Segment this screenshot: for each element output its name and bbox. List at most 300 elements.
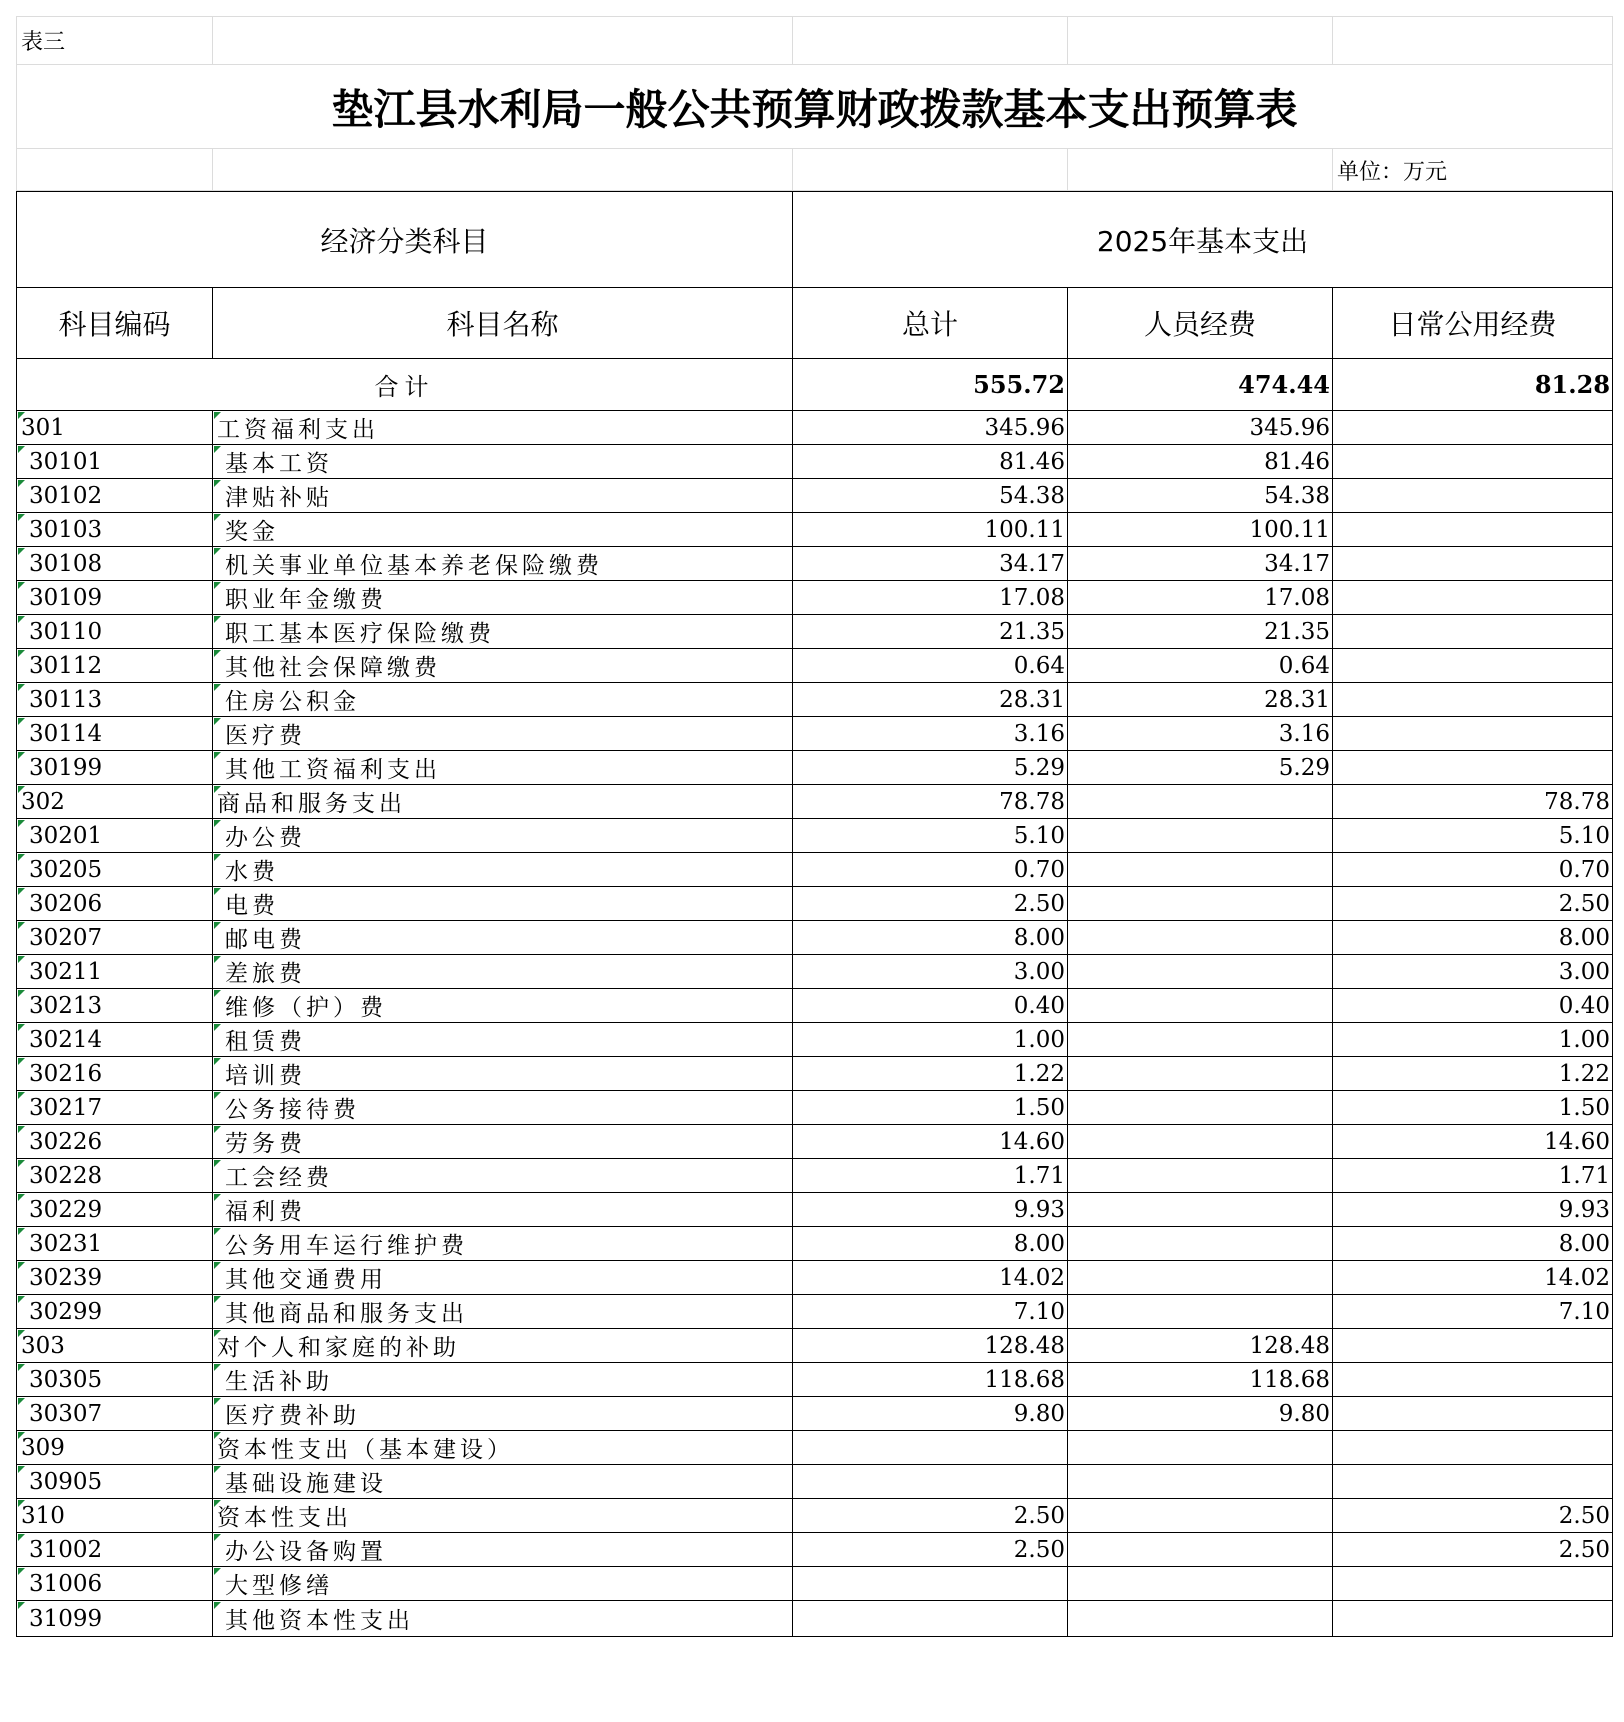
header-economic-class[interactable]: 经济分类科目 [17,192,793,288]
account-name-cell[interactable] [213,1431,793,1465]
text-format-marker-icon [18,1466,25,1473]
account-code-cell[interactable] [17,1499,213,1533]
public-cell[interactable] [1333,411,1613,445]
page-title[interactable]: 垫江县水利局一般公共预算财政拨款基本支出预算表 [17,65,1613,149]
account-name-cell[interactable] [213,445,793,479]
public-cell[interactable] [1333,1363,1613,1397]
personnel-value: 34.17 [1264,550,1331,577]
account-code-cell[interactable] [17,683,213,717]
account-name-cell[interactable] [213,1091,793,1125]
account-name-value: 奖金 [225,519,279,545]
personnel-cell[interactable] [1068,1125,1333,1159]
text-format-marker-icon [18,480,25,487]
account-code-value: 301 [21,414,65,441]
public-cell[interactable] [1333,819,1613,853]
account-code-value: 30114 [29,720,103,747]
account-code-cell[interactable] [17,1261,213,1295]
header-basic-expenditure[interactable]: 2025年基本支出 [793,192,1613,288]
total-cell[interactable] [793,921,1068,955]
personnel-cell[interactable] [1068,921,1333,955]
personnel-cell[interactable] [1068,1159,1333,1193]
account-code-cell[interactable] [17,445,213,479]
public-value: 1.50 [1558,1094,1611,1121]
total-value: 5.10 [1013,822,1066,849]
account-name-cell[interactable] [213,921,793,955]
public-value: 78.78 [1544,788,1611,815]
account-name-cell[interactable] [213,411,793,445]
empty-cell[interactable] [1068,149,1333,191]
table-row [17,1431,1613,1465]
table-row [17,1227,1613,1261]
total-cell[interactable] [793,1329,1068,1363]
account-code-cell[interactable] [17,921,213,955]
public-cell[interactable] [1333,1295,1613,1329]
account-name-cell[interactable] [213,581,793,615]
total-cell[interactable] [793,615,1068,649]
account-code-cell[interactable] [17,649,213,683]
public-cell[interactable] [1333,1159,1613,1193]
account-name-cell[interactable] [213,1329,793,1363]
personnel-cell[interactable] [1068,1465,1333,1499]
public-value: 1.00 [1558,1026,1611,1053]
table-row [17,649,1613,683]
total-cell[interactable] [793,479,1068,513]
public-cell[interactable] [1333,547,1613,581]
total-cell[interactable] [793,683,1068,717]
account-code-value: 303 [21,1332,65,1359]
account-name-cell[interactable] [213,1601,793,1637]
personnel-cell[interactable] [1068,1057,1333,1091]
total-cell[interactable] [793,955,1068,989]
header-public[interactable]: 日常公用经费 [1333,288,1613,359]
account-code-cell[interactable] [17,581,213,615]
total-cell[interactable] [793,445,1068,479]
public-cell[interactable] [1333,921,1613,955]
total-value: 17.08 [999,584,1066,611]
account-code-cell[interactable] [17,615,213,649]
personnel-cell[interactable] [1068,1567,1333,1601]
public-cell[interactable] [1333,1601,1613,1637]
header-total[interactable]: 总计 [793,288,1068,359]
account-name-cell[interactable] [213,513,793,547]
text-format-marker-icon [214,1160,221,1167]
total-cell[interactable] [793,547,1068,581]
account-name-value: 工资福利支出 [217,417,379,443]
public-value: 1.71 [1558,1162,1611,1189]
table-row [17,887,1613,921]
public-value: 0.70 [1558,856,1611,883]
account-code-cell[interactable] [17,887,213,921]
personnel-cell[interactable] [1068,717,1333,751]
public-cell[interactable] [1333,853,1613,887]
public-cell[interactable] [1333,1499,1613,1533]
personnel-cell[interactable] [1068,445,1333,479]
personnel-cell[interactable] [1068,1397,1333,1431]
public-cell[interactable] [1333,615,1613,649]
account-name-cell[interactable] [213,989,793,1023]
header-personnel[interactable]: 人员经费 [1068,288,1333,359]
account-code-value: 30113 [29,686,103,713]
total-cell[interactable] [793,1295,1068,1329]
account-name-cell[interactable] [213,1465,793,1499]
public-value: 7.10 [1558,1298,1611,1325]
account-code-cell[interactable] [17,1227,213,1261]
text-format-marker-icon [214,1228,221,1235]
total-value: 21.35 [999,618,1066,645]
account-code-value: 30211 [29,958,103,985]
public-cell[interactable] [1333,1261,1613,1295]
personnel-cell[interactable] [1068,1295,1333,1329]
total-personnel[interactable]: 474.44 [1068,359,1333,411]
text-format-marker-icon [214,446,221,453]
personnel-cell[interactable] [1068,1023,1333,1057]
account-code-cell[interactable] [17,479,213,513]
personnel-cell[interactable] [1068,615,1333,649]
text-format-marker-icon [18,1602,25,1609]
public-cell[interactable] [1333,1329,1613,1363]
account-name-cell[interactable] [213,649,793,683]
personnel-value: 21.35 [1264,618,1331,645]
account-code-cell[interactable] [17,1601,213,1637]
account-code-value: 31099 [29,1605,103,1632]
account-name-cell[interactable] [213,683,793,717]
account-name-cell[interactable] [213,1295,793,1329]
total-cell[interactable] [793,887,1068,921]
public-cell[interactable] [1333,989,1613,1023]
account-code-value: 31006 [29,1570,103,1597]
total-value: 9.93 [1013,1196,1066,1223]
public-value: 8.00 [1558,1230,1611,1257]
total-cell[interactable] [793,989,1068,1023]
account-name-cell[interactable] [213,1125,793,1159]
account-code-value: 30239 [29,1264,103,1291]
text-format-marker-icon [214,786,221,793]
total-cell[interactable] [793,1601,1068,1637]
personnel-cell[interactable] [1068,581,1333,615]
header-name[interactable]: 科目名称 [213,288,793,359]
account-name-value: 职业年金缴费 [225,587,387,613]
public-cell[interactable] [1333,649,1613,683]
account-code-cell[interactable] [17,1193,213,1227]
total-cell[interactable] [793,1023,1068,1057]
empty-cell[interactable] [793,17,1068,65]
text-format-marker-icon [18,1330,25,1337]
account-name-cell[interactable] [213,479,793,513]
account-code-cell[interactable] [17,1465,213,1499]
public-cell[interactable] [1333,1533,1613,1567]
text-format-marker-icon [18,1228,25,1235]
public-cell[interactable] [1333,785,1613,819]
text-format-marker-icon [18,548,25,555]
text-format-marker-icon [18,1296,25,1303]
account-name-cell[interactable] [213,819,793,853]
personnel-cell[interactable] [1068,1227,1333,1261]
text-format-marker-icon [214,582,221,589]
text-format-marker-icon [18,616,25,623]
total-cell[interactable] [793,785,1068,819]
public-value: 14.60 [1544,1128,1611,1155]
personnel-cell[interactable] [1068,785,1333,819]
total-cell[interactable] [793,1125,1068,1159]
account-code-value: 30206 [29,890,103,917]
total-cell[interactable] [793,1397,1068,1431]
account-code-value: 30305 [29,1366,103,1393]
total-value: 14.02 [999,1264,1066,1291]
text-format-marker-icon [18,820,25,827]
total-cell[interactable] [793,819,1068,853]
account-name-cell[interactable] [213,717,793,751]
account-code-cell[interactable] [17,989,213,1023]
public-cell[interactable] [1333,513,1613,547]
personnel-cell[interactable] [1068,1363,1333,1397]
total-value: 3.00 [1013,958,1066,985]
personnel-value: 81.46 [1264,448,1331,475]
text-format-marker-icon [214,480,221,487]
total-cell[interactable] [793,1193,1068,1227]
account-name-cell[interactable] [213,1261,793,1295]
account-name-cell[interactable] [213,1363,793,1397]
account-code-value: 30905 [29,1468,103,1495]
personnel-cell[interactable] [1068,887,1333,921]
text-format-marker-icon [214,1568,221,1575]
text-format-marker-icon [18,990,25,997]
public-cell[interactable] [1333,479,1613,513]
public-cell[interactable] [1333,1193,1613,1227]
personnel-cell[interactable] [1068,751,1333,785]
text-format-marker-icon [214,412,221,419]
account-code-cell[interactable] [17,819,213,853]
public-cell[interactable] [1333,1091,1613,1125]
text-format-marker-icon [18,412,25,419]
table-row [17,1329,1613,1363]
text-format-marker-icon [18,854,25,861]
empty-cell[interactable] [213,149,793,191]
text-format-marker-icon [18,1024,25,1031]
empty-cell[interactable] [1068,17,1333,65]
account-code-cell[interactable] [17,853,213,887]
personnel-cell[interactable] [1068,411,1333,445]
text-format-marker-icon [214,514,221,521]
public-cell[interactable] [1333,1465,1613,1499]
account-code-cell[interactable] [17,547,213,581]
public-cell[interactable] [1333,1397,1613,1431]
account-code-cell[interactable] [17,1431,213,1465]
empty-cell[interactable] [793,149,1068,191]
text-format-marker-icon [214,1466,221,1473]
personnel-cell[interactable] [1068,1601,1333,1637]
total-cell[interactable] [793,649,1068,683]
text-format-marker-icon [214,1194,221,1201]
personnel-cell[interactable] [1068,989,1333,1023]
public-cell[interactable] [1333,683,1613,717]
public-value: 3.00 [1558,958,1611,985]
account-name-value: 其他商品和服务支出 [225,1301,468,1327]
total-public[interactable]: 81.28 [1333,359,1613,411]
account-code-cell[interactable] [17,1533,213,1567]
account-name-value: 资本性支出 [217,1505,352,1531]
text-format-marker-icon [214,854,221,861]
personnel-cell[interactable] [1068,479,1333,513]
account-name-cell[interactable] [213,1227,793,1261]
personnel-value: 5.29 [1278,754,1331,781]
table-row [17,1465,1613,1499]
total-cell[interactable] [793,1159,1068,1193]
total-cell[interactable] [793,853,1068,887]
account-code-cell[interactable] [17,1125,213,1159]
account-name-cell[interactable] [213,547,793,581]
account-code-value: 31002 [29,1536,103,1563]
account-name-cell[interactable] [213,751,793,785]
public-cell[interactable] [1333,955,1613,989]
public-cell[interactable] [1333,887,1613,921]
total-cell[interactable] [793,411,1068,445]
public-cell[interactable] [1333,1431,1613,1465]
account-code-value: 30110 [29,618,103,645]
budget-table [16,191,1613,1637]
table-label[interactable]: 表三 [17,17,213,65]
account-name-value: 其他社会保障缴费 [225,655,441,681]
total-cell[interactable] [793,717,1068,751]
text-format-marker-icon [18,922,25,929]
account-name-value: 办公设备购置 [225,1539,387,1565]
account-name-cell[interactable] [213,1057,793,1091]
total-cell[interactable] [793,1533,1068,1567]
account-code-cell[interactable] [17,1091,213,1125]
account-code-cell[interactable] [17,1329,213,1363]
total-cell[interactable] [793,513,1068,547]
public-cell[interactable] [1333,1023,1613,1057]
empty-cell[interactable] [17,149,213,191]
account-name-value: 医疗费 [225,723,306,749]
text-format-marker-icon [214,1364,221,1371]
unit-label[interactable]: 单位：万元 [1333,149,1613,191]
total-cell[interactable] [793,1057,1068,1091]
account-name-cell[interactable] [213,785,793,819]
account-name-cell[interactable] [213,1397,793,1431]
account-name-cell[interactable] [213,887,793,921]
account-code-cell[interactable] [17,751,213,785]
text-format-marker-icon [18,650,25,657]
account-code-cell[interactable] [17,1295,213,1329]
account-name-value: 邮电费 [225,927,306,953]
account-code-cell[interactable] [17,955,213,989]
public-cell[interactable] [1333,1057,1613,1091]
header-code[interactable]: 科目编码 [17,288,213,359]
table-row [17,1261,1613,1295]
total-cell[interactable] [793,1227,1068,1261]
public-cell[interactable] [1333,1125,1613,1159]
account-code-cell[interactable] [17,1057,213,1091]
account-name-cell[interactable] [213,1159,793,1193]
account-name-cell[interactable] [213,853,793,887]
total-cell[interactable] [793,1499,1068,1533]
account-name-cell[interactable] [213,1567,793,1601]
total-cell[interactable] [793,1091,1068,1125]
total-label[interactable]: 合计 [17,359,793,411]
text-format-marker-icon [18,1194,25,1201]
personnel-cell[interactable] [1068,955,1333,989]
personnel-cell[interactable] [1068,1193,1333,1227]
table-row [17,513,1613,547]
personnel-cell[interactable] [1068,1091,1333,1125]
personnel-cell[interactable] [1068,1499,1333,1533]
account-code-cell[interactable] [17,1363,213,1397]
account-code-value: 30199 [29,754,103,781]
total-cell[interactable] [793,751,1068,785]
total-cell[interactable] [793,581,1068,615]
account-code-cell[interactable] [17,411,213,445]
table-row [17,1363,1613,1397]
personnel-cell[interactable] [1068,1533,1333,1567]
public-cell[interactable] [1333,1567,1613,1601]
public-cell[interactable] [1333,1227,1613,1261]
public-cell[interactable] [1333,751,1613,785]
personnel-cell[interactable] [1068,1431,1333,1465]
personnel-cell[interactable] [1068,1261,1333,1295]
account-code-cell[interactable] [17,1397,213,1431]
personnel-cell[interactable] [1068,683,1333,717]
table-row [17,1397,1613,1431]
account-name-value: 工会经费 [225,1165,333,1191]
account-code-value: 30102 [29,482,103,509]
total-cell[interactable] [793,1363,1068,1397]
account-code-cell[interactable] [17,513,213,547]
personnel-cell[interactable] [1068,819,1333,853]
account-name-value: 培训费 [225,1063,306,1089]
account-code-cell[interactable] [17,717,213,751]
table-row [17,1091,1613,1125]
public-cell[interactable] [1333,581,1613,615]
account-name-cell[interactable] [213,1193,793,1227]
account-name-cell[interactable] [213,1023,793,1057]
personnel-value: 100.11 [1249,516,1331,543]
total-sum[interactable]: 555.72 [793,359,1068,411]
table-row [17,683,1613,717]
personnel-cell[interactable] [1068,513,1333,547]
text-format-marker-icon [214,1262,221,1269]
empty-cell[interactable] [1333,17,1613,65]
account-code-cell[interactable] [17,1023,213,1057]
total-value: 345.96 [984,414,1066,441]
total-cell[interactable] [793,1261,1068,1295]
public-cell[interactable] [1333,717,1613,751]
account-name-value: 其他资本性支出 [225,1608,414,1634]
total-value: 1.00 [1013,1026,1066,1053]
account-name-value: 其他工资福利支出 [225,757,441,783]
personnel-cell[interactable] [1068,547,1333,581]
account-code-cell[interactable] [17,785,213,819]
table-row [17,411,1613,445]
empty-cell[interactable] [213,17,793,65]
account-code-cell[interactable] [17,1567,213,1601]
total-cell[interactable] [793,1431,1068,1465]
account-code-value: 30228 [29,1162,103,1189]
account-code-cell[interactable] [17,1159,213,1193]
personnel-cell[interactable] [1068,853,1333,887]
personnel-cell[interactable] [1068,1329,1333,1363]
account-name-cell[interactable] [213,955,793,989]
account-name-value: 职工基本医疗保险缴费 [225,621,495,647]
account-name-cell[interactable] [213,1533,793,1567]
total-cell[interactable] [793,1465,1068,1499]
personnel-cell[interactable] [1068,649,1333,683]
account-name-cell[interactable] [213,1499,793,1533]
account-name-value: 公务接待费 [225,1097,360,1123]
public-value: 9.93 [1558,1196,1611,1223]
account-name-cell[interactable] [213,615,793,649]
total-cell[interactable] [793,1567,1068,1601]
public-cell[interactable] [1333,445,1613,479]
